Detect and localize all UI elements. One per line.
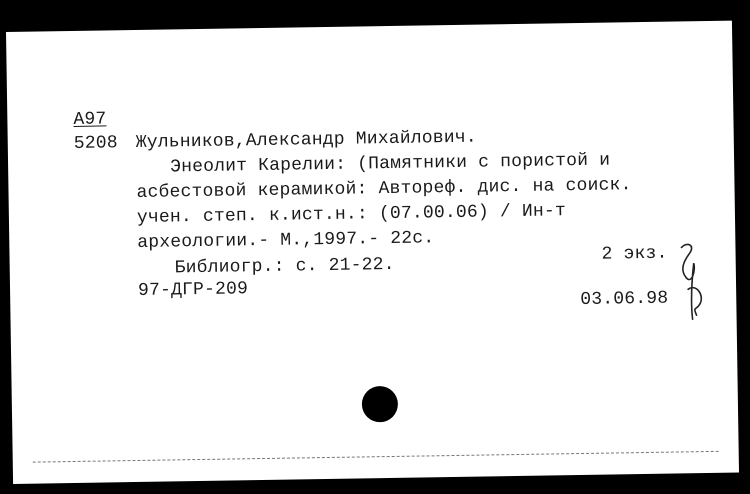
handwritten-signature: [673, 239, 715, 340]
copies-count: 2 экз.: [601, 243, 668, 265]
title-line-2: асбестовой керамикой: Автореф. дис. на соиск.: [136, 175, 632, 203]
title-line-1: Энеолит Карелии: (Памятники с пористой и: [169, 150, 611, 178]
catalog-card: [6, 21, 739, 484]
bibliography-note: Библиогр.: с. 21-22.: [174, 254, 395, 279]
punch-hole: [362, 386, 399, 423]
inventory-number: 5208: [73, 133, 118, 154]
title-line-3: учен. степ. к.ист.н.: (07.00.06) / Ин-т: [136, 201, 567, 228]
author-heading: Жульников,Александр Михайлович.: [135, 127, 477, 153]
shelf-mark: А97: [73, 109, 107, 130]
title-line-4: археологии.- М.,1997.- 22с.: [137, 228, 435, 253]
registration-number: 97-ДГР-209: [137, 279, 249, 301]
bottom-divider: [33, 451, 719, 463]
date-stamp: 03.06.98: [580, 288, 669, 311]
